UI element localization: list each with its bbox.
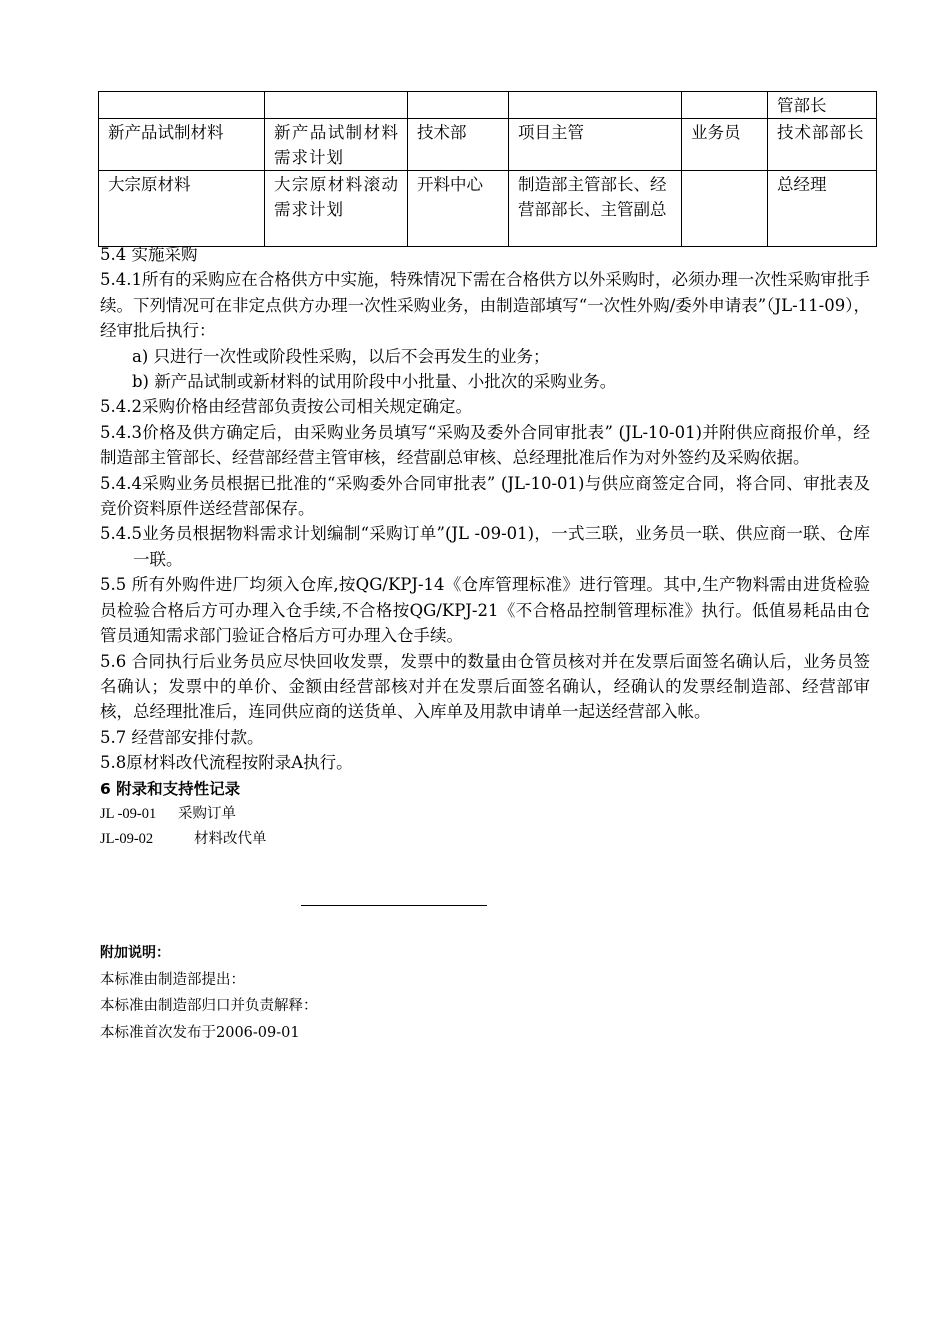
table-cell: 技术部: [408, 119, 509, 171]
table-cell: [682, 171, 768, 247]
section-5-4-1-b: b) 新产品试制或新材料的试用阶段中小批量、小批次的采购业务。: [132, 372, 617, 392]
table-cell: [509, 92, 682, 119]
additional-notes: [100, 940, 700, 1046]
table-row: [99, 119, 877, 171]
table-cell: 大宗原材料滚动需求计划: [265, 171, 408, 247]
table-cell: 项目主管: [509, 119, 682, 171]
section-5-4-1: 5.4.1所有的采购应在合格供方中实施，特殊情况下需在合格供方以外采购时，必须办理一次性采购审批手续。下列情况可在非定点供方办理一次性采购业务，由制造部填写“一次性外购/委外申请表”（JL-11-09），经审批后执行：: [100, 270, 870, 341]
table-row: [99, 171, 877, 247]
record-name: 采购订单: [178, 805, 236, 822]
record-item: [100, 802, 870, 827]
table-cell: 新产品试制材料需求计划: [265, 119, 408, 171]
table-cell: 总经理: [768, 171, 877, 247]
record-name: 材料改代单: [194, 830, 267, 847]
table-cell: [265, 92, 408, 119]
section-5-4-2: 5.4.2采购价格由经营部负责按公司相关规定确定。: [100, 397, 472, 417]
table-cell: 大宗原材料: [99, 171, 265, 247]
table-cell: 新产品试制材料: [99, 119, 265, 171]
notes-heading: 附加说明：: [100, 945, 170, 961]
appendix-heading: 6 附录和支持性记录: [100, 779, 241, 798]
table-cell: 开料中心: [408, 171, 509, 247]
table-cell: 制造部主管部长、经营部部长、主管副总: [509, 171, 682, 247]
section-5-4-1-a: a) 只进行一次性或阶段性采购，以后不会再发生的业务；: [132, 346, 550, 366]
section-5-8: 5.8原材料改代流程按附录A执行。: [100, 753, 353, 773]
table-cell: 技术部部长: [768, 119, 877, 171]
section-5-4: 5.4 实施采购: [100, 245, 198, 264]
procedure-body: [100, 242, 870, 852]
record-code: JL -09-01: [100, 805, 157, 822]
section-5-6: 5.6 合同执行后业务员应尽快回收发票，发票中的数量由仓管员核对并在发票后面签名确认后，业务员签名确认；发票中的单价、金额由经营部核对并在发票后面签名确认，经确认的发票经制造部、经营部审核，总经理批准后，连同供应商的送货单、入库单及用款申请单一起送经营部入帐。: [100, 651, 870, 722]
section-5-4-5: 5.4.5业务员根据物料需求计划编制“采购订单”(JL -09-01)，一式三联，业务员一联、供应商一联、仓库一联。: [100, 524, 870, 569]
notes-line: 本标准由制造部归口并负责解释：: [100, 998, 318, 1014]
table-cell: 业务员: [682, 119, 768, 171]
notes-line: 本标准首次发布于2006-09-01: [100, 1024, 300, 1041]
notes-line: 本标准由制造部提出：: [100, 971, 245, 988]
table-row: [99, 92, 877, 119]
procurement-approval-table: [98, 91, 877, 247]
section-5-4-3: 5.4.3价格及供方确定后，由采购业务员填写“采购及委外合同审批表” (JL-10-01)并附供应商报价单，经制造部主管部长、经营部经营主管审核，经营副总审核、总经理批准后作为对外签约及采购依据。: [100, 422, 870, 468]
record-item: [100, 827, 870, 852]
table-cell: [682, 92, 768, 119]
table-cell: [408, 92, 509, 119]
record-code: JL-09-02: [100, 830, 154, 847]
end-separator-line: [301, 905, 487, 906]
table-cell: 管部长: [768, 92, 877, 119]
section-5-5: 5.5 所有外购件进厂均须入仓库,按QG/KPJ-14《仓库管理标准》进行管理。其中,生产物料需由进货检验员检验合格后方可办理入仓手续,不合格按QG/KPJ-21《不合格品控制管理标准》执行。低值易耗品由仓管员通知需求部门验证合格后方可办理入仓手续。: [100, 575, 870, 646]
table-cell: [99, 92, 265, 119]
section-5-4-4: 5.4.4采购业务员根据已批准的“采购委外合同审批表” (JL-10-01)与供应商签定合同，将合同、审批表及竞价资料原件送经营部保存。: [100, 473, 870, 519]
section-5-7: 5.7 经营部安排付款。: [100, 727, 264, 747]
